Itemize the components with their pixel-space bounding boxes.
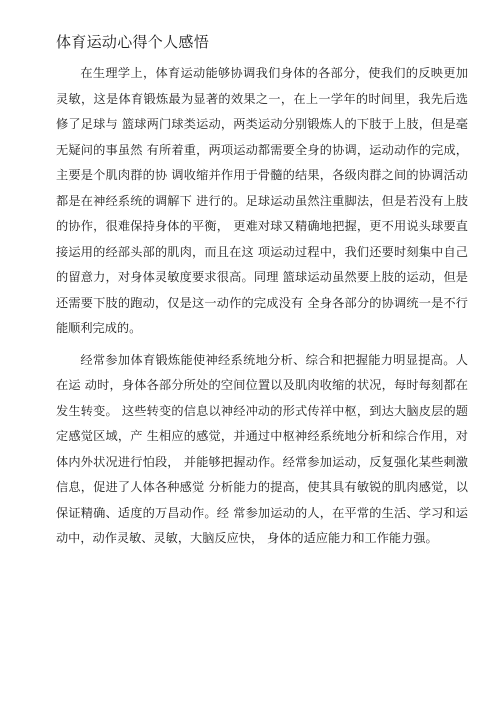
paragraph-nervous-system: 经常参加体育锻炼能使神经系统地分析、综合和把握能力明显提高。人在运 动时，身体各部分所处的空间位置以及肌肉收缩的状况，每时每刻都在发生转变。 这些转变的信息以神经冲动的形式传祥中枢，到达大脑皮层的题定感觉区域，产 生相应的感觉，并通过中枢神经系统地分析和综合作用，对体内外状况进行怕段， 并能够把握动作。经常参加运动，反复强化某些刺激信息，促进了人体各种感觉 分析能力的提高，使其具有敏锐的肌肉感觉，以保证精确、适度的万昌动作。经 常参加运动的人，在平常的生活、学习和运动中，动作灵敏、灵敏，大脑反应快， 身体的适应能力和工作能力强。 [56, 352, 468, 545]
document-page [56, 32, 468, 552]
paragraph-physiology: 在生理学上，体育运动能够协调我们身体的各部分，使我们的反映更加灵敏，这是体育锻炼最为显著的效果之一，在上一学年的时间里，我先后选修了足球与 篮球两门球类运动，两类运动分别锻炼人的下肢于上肢，但是毫无疑问的事虽然 有所着重，两项运动都需要全身的协调，运动动作的完成，主要是个肌肉群的协 调收缩并作用于骨髓的结果，各级肉群之间的协调活动都是在神经系统的调解下 进行的。足球运动虽然注重脚法，但是若没有上肢的协作，很难保持身体的平衡， 更难对球又精确地把握，更不用说头球要直接运用的经部头部的肌肉，而且在这 项运动过程中，我们还要时刻集中自己的留意力，对身体灵敏度要求很高。同理 篮球运动虽然要上肢的运动，但是还需要下肢的跑动，仅是这一动作的完成没有 全身各部分的协调统一是不行能顺利完成的。 [56, 66, 468, 335]
document-title: 体育运动心得个人感悟 [56, 33, 210, 51]
